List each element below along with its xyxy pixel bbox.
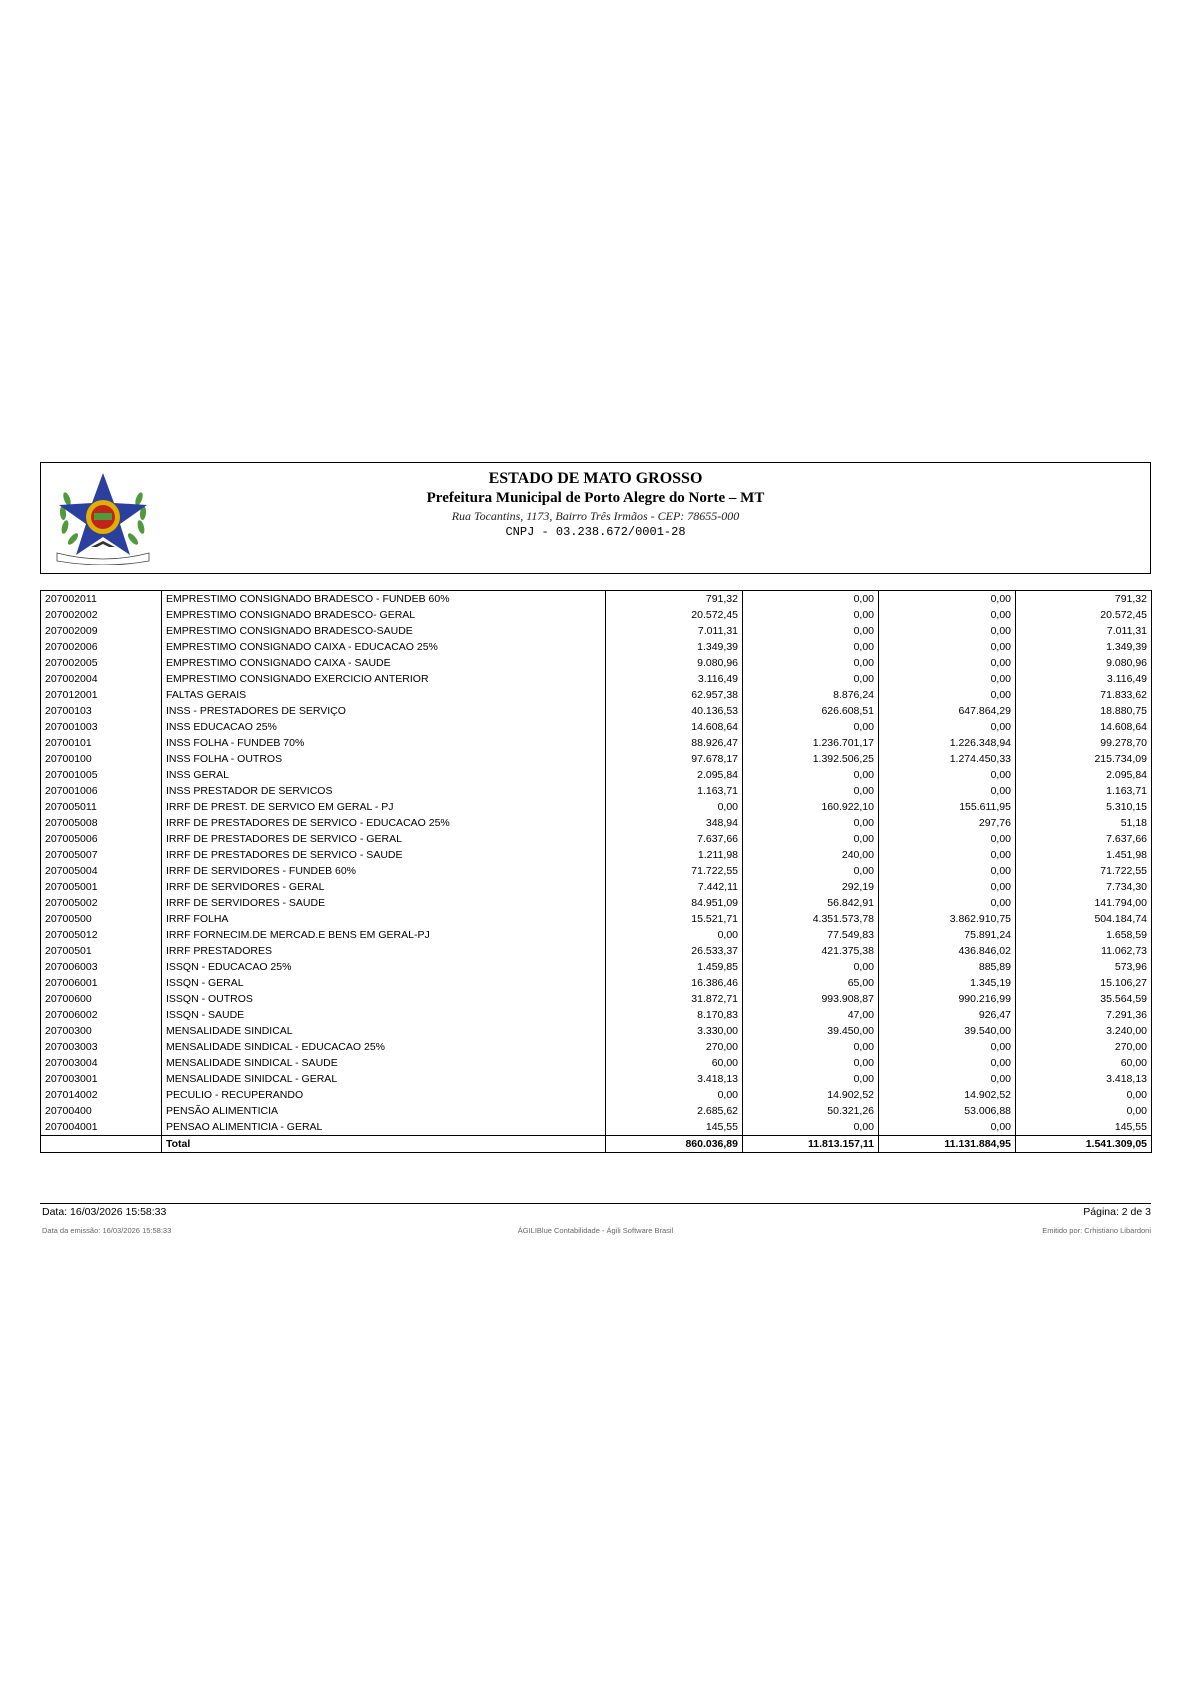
table-row — [41, 831, 1152, 847]
account-code-cell: 207005011 — [41, 799, 162, 815]
table-row — [41, 671, 1152, 687]
account-code-cell: 20700500 — [41, 911, 162, 927]
account-code-cell: 207005002 — [41, 895, 162, 911]
value-cell: 9.080,96 — [1016, 655, 1152, 671]
value-cell: 2.095,84 — [606, 767, 743, 783]
account-code-cell: 207006001 — [41, 975, 162, 991]
account-description-cell: IRRF DE PRESTADORES DE SERVICO - GERAL — [162, 831, 606, 847]
value-cell: 8.170,83 — [606, 1007, 743, 1023]
value-cell: 0,00 — [879, 847, 1016, 863]
account-description-cell: FALTAS GERAIS — [162, 687, 606, 703]
value-cell: 348,94 — [606, 815, 743, 831]
value-cell: 1.236.701,17 — [743, 735, 879, 751]
value-cell: 99.278,70 — [1016, 735, 1152, 751]
table-row — [41, 1039, 1152, 1055]
value-cell: 990.216,99 — [879, 991, 1016, 1007]
value-cell: 1.392.506,25 — [743, 751, 879, 767]
footer-page-number: Página: 2 de 3 — [1083, 1206, 1151, 1218]
value-cell: 9.080,96 — [606, 655, 743, 671]
account-description-cell: EMPRESTIMO CONSIGNADO EXERCICIO ANTERIOR — [162, 671, 606, 687]
value-cell: 0,00 — [879, 879, 1016, 895]
value-cell: 0,00 — [743, 607, 879, 623]
value-cell: 1.163,71 — [606, 783, 743, 799]
value-cell: 0,00 — [743, 671, 879, 687]
value-cell: 2.095,84 — [1016, 767, 1152, 783]
account-code-cell: 207001005 — [41, 767, 162, 783]
value-cell: 20.572,45 — [1016, 607, 1152, 623]
value-cell: 51,18 — [1016, 815, 1152, 831]
header-text-block — [41, 469, 1150, 540]
value-cell: 436.846,02 — [879, 943, 1016, 959]
value-cell: 155.611,95 — [879, 799, 1016, 815]
table-row — [41, 655, 1152, 671]
table-row — [41, 1023, 1152, 1039]
table-row — [41, 735, 1152, 751]
cnpj-line: CNPJ - 03.238.672/0001-28 — [505, 525, 686, 539]
value-cell: 0,00 — [743, 591, 879, 608]
table-row — [41, 1071, 1152, 1087]
table-row — [41, 751, 1152, 767]
value-cell: 926,47 — [879, 1007, 1016, 1023]
account-description-cell: PENSÃO ALIMENTICIA — [162, 1103, 606, 1119]
account-description-cell: EMPRESTIMO CONSIGNADO CAIXA - SAUDE — [162, 655, 606, 671]
table-row — [41, 607, 1152, 623]
value-cell: 0,00 — [879, 591, 1016, 608]
value-cell: 0,00 — [879, 1055, 1016, 1071]
value-cell: 215.734,09 — [1016, 751, 1152, 767]
value-cell: 1.349,39 — [606, 639, 743, 655]
account-code-cell: 207003003 — [41, 1039, 162, 1055]
value-cell: 7.011,31 — [606, 623, 743, 639]
account-description-cell: MENSALIDADE SINDICAL - SAUDE — [162, 1055, 606, 1071]
value-cell: 14.608,64 — [606, 719, 743, 735]
account-description-cell: IRRF DE PRESTADORES DE SERVICO - SAUDE — [162, 847, 606, 863]
value-cell: 14.902,52 — [879, 1087, 1016, 1103]
account-code-cell: 207006002 — [41, 1007, 162, 1023]
account-code-cell: 207002004 — [41, 671, 162, 687]
value-cell: 791,32 — [1016, 591, 1152, 608]
value-cell: 5.310,15 — [1016, 799, 1152, 815]
account-code-cell: 20700400 — [41, 1103, 162, 1119]
account-code-cell: 207005008 — [41, 815, 162, 831]
account-code-cell: 207003001 — [41, 1071, 162, 1087]
value-cell: 0,00 — [743, 959, 879, 975]
state-title: ESTADO DE MATO GROSSO — [488, 470, 703, 487]
value-cell: 0,00 — [879, 687, 1016, 703]
value-cell: 270,00 — [606, 1039, 743, 1055]
value-cell: 145,55 — [1016, 1119, 1152, 1136]
value-cell: 3.862.910,75 — [879, 911, 1016, 927]
value-cell: 0,00 — [879, 1071, 1016, 1087]
table-row — [41, 975, 1152, 991]
value-cell: 7.011,31 — [1016, 623, 1152, 639]
table-row — [41, 703, 1152, 719]
value-cell: 0,00 — [879, 1039, 1016, 1055]
account-description-cell: ISSQN - SAUDE — [162, 1007, 606, 1023]
value-cell: 145,55 — [606, 1119, 743, 1136]
table-row — [41, 639, 1152, 655]
total-value-cell: 860.036,89 — [606, 1136, 743, 1153]
table-row — [41, 911, 1152, 927]
value-cell: 1.226.348,94 — [879, 735, 1016, 751]
value-cell: 0,00 — [1016, 1087, 1152, 1103]
table-row — [41, 687, 1152, 703]
account-description-cell: PENSAO ALIMENTICIA - GERAL — [162, 1119, 606, 1136]
account-description-cell: MENSALIDADE SINIDCAL - GERAL — [162, 1071, 606, 1087]
total-value-cell: 1.541.309,05 — [1016, 1136, 1152, 1153]
value-cell: 0,00 — [743, 639, 879, 655]
account-code-cell: 207002011 — [41, 591, 162, 608]
account-code-cell: 207001006 — [41, 783, 162, 799]
value-cell: 20.572,45 — [606, 607, 743, 623]
value-cell: 1.451,98 — [1016, 847, 1152, 863]
value-cell: 84.951,09 — [606, 895, 743, 911]
value-cell: 3.330,00 — [606, 1023, 743, 1039]
report-header — [40, 462, 1151, 574]
table-row — [41, 1087, 1152, 1103]
account-code-cell: 207005001 — [41, 879, 162, 895]
value-cell: 1.163,71 — [1016, 783, 1152, 799]
value-cell: 0,00 — [606, 1087, 743, 1103]
value-cell: 993.908,87 — [743, 991, 879, 1007]
value-cell: 50.321,26 — [743, 1103, 879, 1119]
total-row — [41, 1136, 1152, 1153]
table-row — [41, 1007, 1152, 1023]
value-cell: 39.540,00 — [879, 1023, 1016, 1039]
value-cell: 7.734,30 — [1016, 879, 1152, 895]
value-cell: 421.375,38 — [743, 943, 879, 959]
total-label: Total — [162, 1136, 606, 1153]
value-cell: 0,00 — [743, 1055, 879, 1071]
footer-issued-by: Emitido por: Crhistiano Libardoni — [1042, 1226, 1151, 1235]
value-cell: 0,00 — [743, 1039, 879, 1055]
value-cell: 297,76 — [879, 815, 1016, 831]
value-cell: 47,00 — [743, 1007, 879, 1023]
total-value-cell: 11.813.157,11 — [743, 1136, 879, 1153]
value-cell: 3.116,49 — [606, 671, 743, 687]
account-description-cell: ISSQN - EDUCACAO 25% — [162, 959, 606, 975]
account-code-cell: 207005012 — [41, 927, 162, 943]
footer-divider — [40, 1203, 1151, 1204]
value-cell: 0,00 — [606, 927, 743, 943]
table-row — [41, 895, 1152, 911]
table-row — [41, 943, 1152, 959]
footer-date: Data: 16/03/2026 15:58:33 — [42, 1206, 167, 1218]
value-cell: 0,00 — [743, 815, 879, 831]
account-description-cell: INSS - PRESTADORES DE SERVIÇO — [162, 703, 606, 719]
value-cell: 3.418,13 — [1016, 1071, 1152, 1087]
value-cell: 26.533,37 — [606, 943, 743, 959]
account-description-cell: INSS PRESTADOR DE SERVICOS — [162, 783, 606, 799]
table-row — [41, 959, 1152, 975]
account-description-cell: MENSALIDADE SINDICAL — [162, 1023, 606, 1039]
table-row — [41, 863, 1152, 879]
account-description-cell: ISSQN - GERAL — [162, 975, 606, 991]
account-code-cell: 20700501 — [41, 943, 162, 959]
value-cell: 647.864,29 — [879, 703, 1016, 719]
value-cell: 0,00 — [743, 623, 879, 639]
account-description-cell: EMPRESTIMO CONSIGNADO BRADESCO- GERAL — [162, 607, 606, 623]
value-cell: 1.349,39 — [1016, 639, 1152, 655]
value-cell: 0,00 — [743, 1071, 879, 1087]
value-cell: 1.345,19 — [879, 975, 1016, 991]
account-description-cell: IRRF DE SERVIDORES - GERAL — [162, 879, 606, 895]
address-line: Rua Tocantins, 1173, Bairro Três Irmãos - CEP: 78655-000 — [451, 509, 740, 523]
value-cell: 14.608,64 — [1016, 719, 1152, 735]
value-cell: 0,00 — [879, 623, 1016, 639]
account-description-cell: INSS FOLHA - OUTROS — [162, 751, 606, 767]
value-cell: 0,00 — [879, 863, 1016, 879]
balance-table — [40, 590, 1152, 1153]
account-code-cell: 207002006 — [41, 639, 162, 655]
value-cell: 7.637,66 — [606, 831, 743, 847]
account-code-cell: 207005007 — [41, 847, 162, 863]
value-cell: 71.833,62 — [1016, 687, 1152, 703]
table-row — [41, 847, 1152, 863]
value-cell: 0,00 — [1016, 1103, 1152, 1119]
value-cell: 75.891,24 — [879, 927, 1016, 943]
table-row — [41, 1103, 1152, 1119]
value-cell: 3.240,00 — [1016, 1023, 1152, 1039]
value-cell: 77.549,83 — [743, 927, 879, 943]
value-cell: 88.926,47 — [606, 735, 743, 751]
value-cell: 0,00 — [743, 783, 879, 799]
account-code-cell: 207002009 — [41, 623, 162, 639]
value-cell: 60,00 — [606, 1055, 743, 1071]
value-cell: 1.211,98 — [606, 847, 743, 863]
value-cell: 0,00 — [743, 655, 879, 671]
value-cell: 240,00 — [743, 847, 879, 863]
value-cell: 270,00 — [1016, 1039, 1152, 1055]
value-cell: 8.876,24 — [743, 687, 879, 703]
account-code-cell: 20700103 — [41, 703, 162, 719]
table-row — [41, 799, 1152, 815]
account-code-cell: 207001003 — [41, 719, 162, 735]
value-cell: 39.450,00 — [743, 1023, 879, 1039]
table-row — [41, 591, 1152, 608]
value-cell: 40.136,53 — [606, 703, 743, 719]
account-description-cell: EMPRESTIMO CONSIGNADO BRADESCO - FUNDEB 60% — [162, 591, 606, 608]
account-description-cell: IRRF FOLHA — [162, 911, 606, 927]
table-row — [41, 815, 1152, 831]
table-row — [41, 991, 1152, 1007]
value-cell: 71.722,55 — [606, 863, 743, 879]
value-cell: 0,00 — [606, 799, 743, 815]
account-description-cell: EMPRESTIMO CONSIGNADO BRADESCO-SAUDE — [162, 623, 606, 639]
value-cell: 2.685,62 — [606, 1103, 743, 1119]
account-code-cell: 207005006 — [41, 831, 162, 847]
value-cell: 0,00 — [879, 831, 1016, 847]
value-cell: 18.880,75 — [1016, 703, 1152, 719]
value-cell: 0,00 — [879, 639, 1016, 655]
value-cell: 3.418,13 — [606, 1071, 743, 1087]
value-cell: 0,00 — [879, 1119, 1016, 1136]
value-cell: 791,32 — [606, 591, 743, 608]
value-cell: 97.678,17 — [606, 751, 743, 767]
value-cell: 504.184,74 — [1016, 911, 1152, 927]
account-code-cell: 207006003 — [41, 959, 162, 975]
value-cell: 7.637,66 — [1016, 831, 1152, 847]
account-code-cell: 207002005 — [41, 655, 162, 671]
account-description-cell: INSS GERAL — [162, 767, 606, 783]
account-code-cell: 20700101 — [41, 735, 162, 751]
value-cell: 35.564,59 — [1016, 991, 1152, 1007]
value-cell: 65,00 — [743, 975, 879, 991]
value-cell: 0,00 — [879, 719, 1016, 735]
account-description-cell: IRRF DE PREST. DE SERVICO EM GERAL - PJ — [162, 799, 606, 815]
table-row — [41, 719, 1152, 735]
account-description-cell: IRRF FORNECIM.DE MERCAD.E BENS EM GERAL-PJ — [162, 927, 606, 943]
table-row — [41, 1119, 1152, 1136]
account-code-cell: 20700600 — [41, 991, 162, 1007]
value-cell: 0,00 — [879, 655, 1016, 671]
value-cell: 60,00 — [1016, 1055, 1152, 1071]
table-row — [41, 927, 1152, 943]
account-description-cell: INSS EDUCACAO 25% — [162, 719, 606, 735]
table-row — [41, 783, 1152, 799]
total-empty-cell — [41, 1136, 162, 1153]
value-cell: 292,19 — [743, 879, 879, 895]
value-cell: 15.521,71 — [606, 911, 743, 927]
account-code-cell: 207014002 — [41, 1087, 162, 1103]
value-cell: 141.794,00 — [1016, 895, 1152, 911]
table-row — [41, 1055, 1152, 1071]
account-code-cell: 207004001 — [41, 1119, 162, 1136]
value-cell: 16.386,46 — [606, 975, 743, 991]
value-cell: 626.608,51 — [743, 703, 879, 719]
value-cell: 160.922,10 — [743, 799, 879, 815]
value-cell: 573,96 — [1016, 959, 1152, 975]
value-cell: 71.722,55 — [1016, 863, 1152, 879]
total-value-cell: 11.131.884,95 — [879, 1136, 1016, 1153]
municipality-title: Prefeitura Municipal de Porto Alegre do Norte – MT — [426, 490, 765, 506]
value-cell: 0,00 — [743, 1119, 879, 1136]
account-description-cell: MENSALIDADE SINDICAL - EDUCACAO 25% — [162, 1039, 606, 1055]
value-cell: 0,00 — [743, 719, 879, 735]
value-cell: 0,00 — [743, 831, 879, 847]
account-description-cell: INSS FOLHA - FUNDEB 70% — [162, 735, 606, 751]
account-description-cell: PECULIO - RECUPERANDO — [162, 1087, 606, 1103]
value-cell: 4.351.573,78 — [743, 911, 879, 927]
value-cell: 62.957,38 — [606, 687, 743, 703]
value-cell: 31.872,71 — [606, 991, 743, 1007]
value-cell: 0,00 — [879, 767, 1016, 783]
value-cell: 0,00 — [743, 767, 879, 783]
account-description-cell: IRRF DE SERVIDORES - FUNDEB 60% — [162, 863, 606, 879]
value-cell: 0,00 — [879, 671, 1016, 687]
account-description-cell: IRRF PRESTADORES — [162, 943, 606, 959]
account-description-cell: IRRF DE SERVIDORES - SAUDE — [162, 895, 606, 911]
table-row — [41, 623, 1152, 639]
account-description-cell: ISSQN - OUTROS — [162, 991, 606, 1007]
footer-emission-date: Data da emissão: 16/03/2026 15:58:33 — [42, 1226, 172, 1235]
account-description-cell: IRRF DE PRESTADORES DE SERVICO - EDUCACAO 25% — [162, 815, 606, 831]
value-cell: 0,00 — [879, 895, 1016, 911]
value-cell: 15.106,27 — [1016, 975, 1152, 991]
table-row — [41, 879, 1152, 895]
value-cell: 1.658,59 — [1016, 927, 1152, 943]
value-cell: 56.842,91 — [743, 895, 879, 911]
value-cell: 0,00 — [743, 863, 879, 879]
value-cell: 0,00 — [879, 607, 1016, 623]
account-code-cell: 20700100 — [41, 751, 162, 767]
value-cell: 11.062,73 — [1016, 943, 1152, 959]
value-cell: 14.902,52 — [743, 1087, 879, 1103]
value-cell: 885,89 — [879, 959, 1016, 975]
value-cell: 3.116,49 — [1016, 671, 1152, 687]
account-code-cell: 207003004 — [41, 1055, 162, 1071]
account-code-cell: 20700300 — [41, 1023, 162, 1039]
account-code-cell: 207005004 — [41, 863, 162, 879]
value-cell: 1.274.450,33 — [879, 751, 1016, 767]
account-description-cell: EMPRESTIMO CONSIGNADO CAIXA - EDUCACAO 25% — [162, 639, 606, 655]
table-row — [41, 767, 1152, 783]
account-code-cell: 207012001 — [41, 687, 162, 703]
value-cell: 0,00 — [879, 783, 1016, 799]
balance-table-body — [41, 591, 1152, 1153]
account-code-cell: 207002002 — [41, 607, 162, 623]
value-cell: 1.459,85 — [606, 959, 743, 975]
value-cell: 7.291,36 — [1016, 1007, 1152, 1023]
value-cell: 7.442,11 — [606, 879, 743, 895]
footer-software: ÁGILIBlue Contabilidade - Ágili Software Brasil — [517, 1226, 674, 1235]
value-cell: 53.006,88 — [879, 1103, 1016, 1119]
